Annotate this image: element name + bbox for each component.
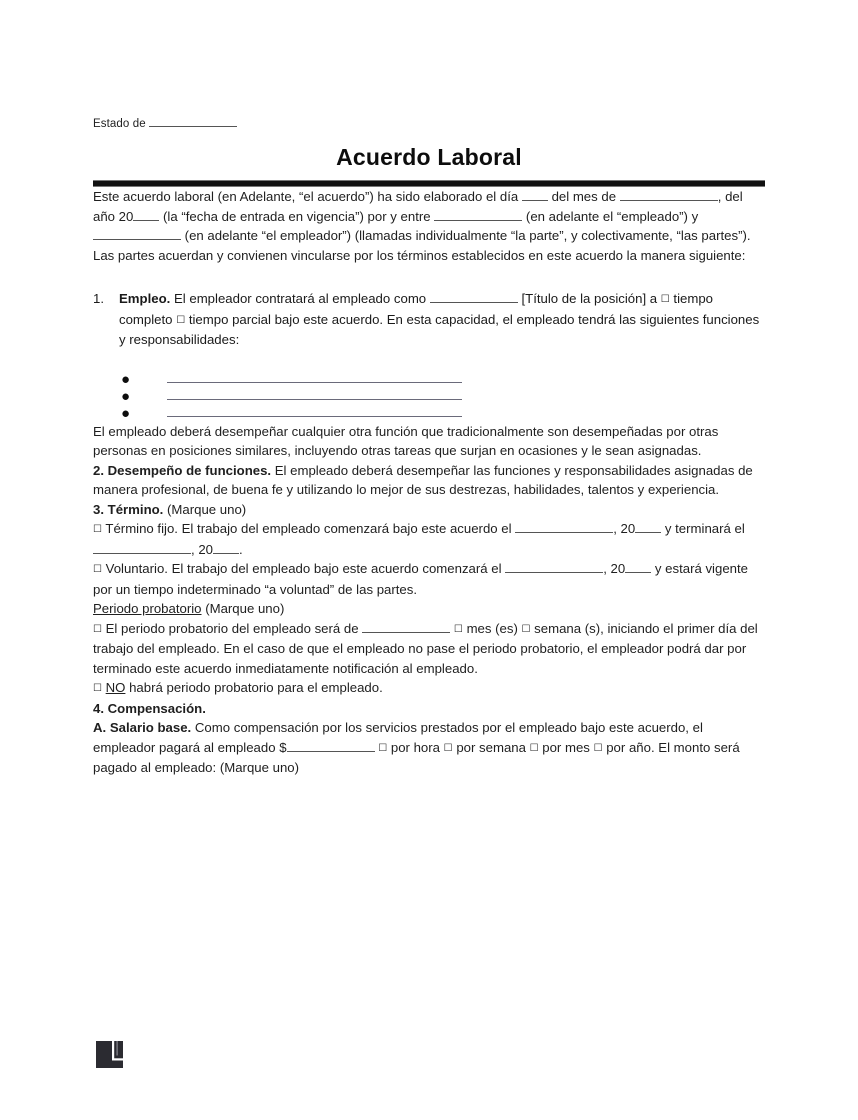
section-4a-text-b: El monto será pagado al empleado: (Marque uno): [93, 739, 740, 775]
section-4-heading: 4. Compensación.: [93, 700, 206, 716]
state-line: [93, 118, 765, 130]
fixed-term-blank-start-date[interactable]: [515, 532, 613, 533]
intro-blank-day[interactable]: [522, 200, 548, 201]
intro-text-6: (en adelante “el empleador”) (llamadas individualmente “la parte”, y colectivamente, “las partes”). Las partes acuerdan y convienen vincularse por los términos establecidos en este acuerdo la manera siguiente:: [93, 228, 751, 263]
section-1-text-c: bajo este acuerdo. En esta capacidad, el empleado tendrá las siguientes funciones y responsabilidades:: [119, 311, 760, 347]
intro-text-5: (en adelante el “empleado”) y: [525, 208, 699, 224]
section-1-label-part: tiempo parcial: [188, 311, 271, 327]
checkbox-por-hora[interactable]: ☐: [378, 742, 388, 754]
checkbox-voluntario[interactable]: ☐: [93, 564, 102, 575]
fixed-term-blank-end-date[interactable]: [93, 553, 191, 554]
list-item: [121, 371, 765, 388]
duty-blank-3[interactable]: [167, 416, 462, 417]
checkbox-semanas[interactable]: ☐: [521, 623, 531, 635]
checkbox-meses[interactable]: ☐: [453, 623, 463, 635]
section-4-compensacion: [93, 699, 765, 719]
bullet-icon: ●: [121, 387, 131, 405]
probation-text-a: El periodo probatorio del empleado será de: [105, 620, 359, 636]
section-1-text-a: El empleador contratará al empleado como: [173, 291, 427, 306]
probation-blank-duration[interactable]: [362, 632, 450, 633]
document-content: [93, 0, 765, 778]
probation-instruction: (Marque uno): [205, 601, 285, 616]
legal-templates-logo-icon: [96, 1041, 123, 1068]
fixed-term-text-d: , 20: [191, 541, 213, 557]
at-will-blank-year[interactable]: [625, 572, 651, 573]
at-will-label: Voluntario.: [105, 561, 168, 576]
section-3-termino: [93, 500, 765, 520]
probation-label-months: mes (es): [466, 620, 518, 636]
intro-text-2: del mes de: [551, 189, 617, 204]
section-2-heading: 2. Desempeño de funciones.: [93, 462, 272, 478]
duties-paragraph: El empleado deberá desempeñar cualquier otra función que tradicionalmente son desempeñadas por otras personas en posiciones similares, incluyendo otras tareas que surjan en ocasiones y le sean asignadas.: [93, 423, 719, 458]
section-4a-text-a: Como compensación por los servicios prestados por el empleado bajo este acuerdo, el empleador pagará al empleado $: [93, 720, 703, 755]
bullet-icon: ●: [121, 370, 131, 388]
probation-heading: Periodo probatorio: [93, 601, 202, 616]
fixed-term-blank-end-year[interactable]: [213, 553, 239, 554]
checkbox-tiempo-completo[interactable]: ☐: [660, 294, 670, 305]
salary-label-month: por mes: [542, 739, 590, 755]
fixed-term-text-b: , 20: [613, 521, 636, 536]
checkbox-sin-periodo-probatorio[interactable]: ☐: [93, 683, 102, 694]
state-label: Estado de: [93, 118, 146, 130]
checkbox-por-mes[interactable]: ☐: [529, 742, 539, 754]
section-3-at-will: [93, 559, 765, 599]
section-3-fixed-term: [93, 519, 765, 559]
title-rule: [93, 180, 765, 187]
intro-text-1: Este acuerdo laboral (en Adelante, “el acuerdo”) ha sido elaborado el día: [93, 189, 519, 204]
duty-blank-1[interactable]: [167, 382, 462, 383]
section-4a-heading: A. Salario base.: [93, 720, 192, 735]
at-will-text-b: , 20: [603, 561, 626, 576]
section-1-number: 1.: [93, 291, 104, 306]
intro-blank-employer[interactable]: [93, 239, 181, 240]
intro-paragraph: [93, 187, 765, 265]
fixed-term-label: Término fijo.: [105, 521, 178, 536]
probation-no-prefix: NO: [105, 680, 126, 695]
checkbox-periodo-probatorio[interactable]: ☐: [93, 623, 102, 635]
section-1-body: [119, 289, 765, 350]
fixed-term-blank-start-year[interactable]: [635, 532, 661, 533]
salary-blank-amount[interactable]: [287, 751, 375, 752]
intro-blank-month[interactable]: [620, 200, 718, 201]
fixed-term-text-c: y terminará el: [664, 521, 745, 536]
salary-label-hour: por hora: [390, 739, 440, 755]
fixed-term-text-e: .: [239, 541, 243, 557]
checkbox-tiempo-parcial[interactable]: ☐: [176, 314, 186, 326]
section-2-text: El empleado deberá desempeñar las funciones y responsabilidades asignadas de manera profesional, de buena fe y utilizando lo mejor de sus destrezas, habilidades, talentos y experiencia.: [93, 462, 753, 497]
page-title: Acuerdo Laboral: [336, 144, 522, 170]
probation-label-weeks: semana (s), iniciando el primer día del trabajo del empleado. En el caso de que el empleado no pase el periodo probatorio, el empleador podrá dar por terminado este acuerdo inmediatamente notificación al empleado.: [93, 620, 758, 676]
probation-option-no: [93, 678, 765, 699]
section-3-heading: 3. Término.: [93, 501, 164, 517]
section-1-heading: Empleo.: [119, 291, 171, 306]
intro-blank-year[interactable]: [133, 220, 159, 221]
salary-label-week: por semana: [456, 739, 526, 755]
list-item: [121, 405, 765, 422]
fixed-term-text-a: El trabajo del empleado comenzará bajo este acuerdo el: [181, 521, 512, 536]
section-4a-salario-base: [93, 718, 765, 778]
checkbox-por-semana[interactable]: ☐: [443, 742, 453, 754]
section-1-empleo: [93, 289, 765, 350]
probation-option-yes: [93, 619, 765, 679]
bullet-icon: ●: [121, 404, 131, 422]
intro-text-4: (la “fecha de entrada en vigencia”) por y entre: [163, 208, 431, 224]
section-1-label-full: tiempo completo: [119, 291, 714, 327]
at-will-text-a: El trabajo del empleado bajo este acuerdo comenzará el: [171, 561, 502, 576]
list-item: [121, 388, 765, 405]
salary-label-year: por año.: [606, 739, 655, 755]
probation-heading-row: [93, 599, 765, 619]
section-1-text-b: [Título de la posición] a: [521, 291, 658, 306]
duty-blank-2[interactable]: [167, 399, 462, 400]
intro-text-3: , del año 20: [93, 189, 743, 224]
section-1-blank-title[interactable]: [430, 302, 518, 303]
state-blank[interactable]: [149, 126, 237, 127]
checkbox-por-ano[interactable]: ☐: [593, 742, 603, 754]
duties-bullet-list: [121, 371, 765, 422]
probation-no-text: habrá periodo probatorio para el empleado.: [129, 680, 383, 695]
intro-blank-employee[interactable]: [434, 220, 522, 221]
section-3-instruction: (Marque uno): [167, 501, 247, 517]
at-will-blank-date[interactable]: [505, 572, 603, 573]
checkbox-termino-fijo[interactable]: ☐: [93, 524, 102, 535]
section-2-desempeno: [93, 461, 765, 500]
at-will-text-c: y estará vigente por un tiempo indeterminado “a voluntad” de las partes.: [93, 561, 748, 597]
